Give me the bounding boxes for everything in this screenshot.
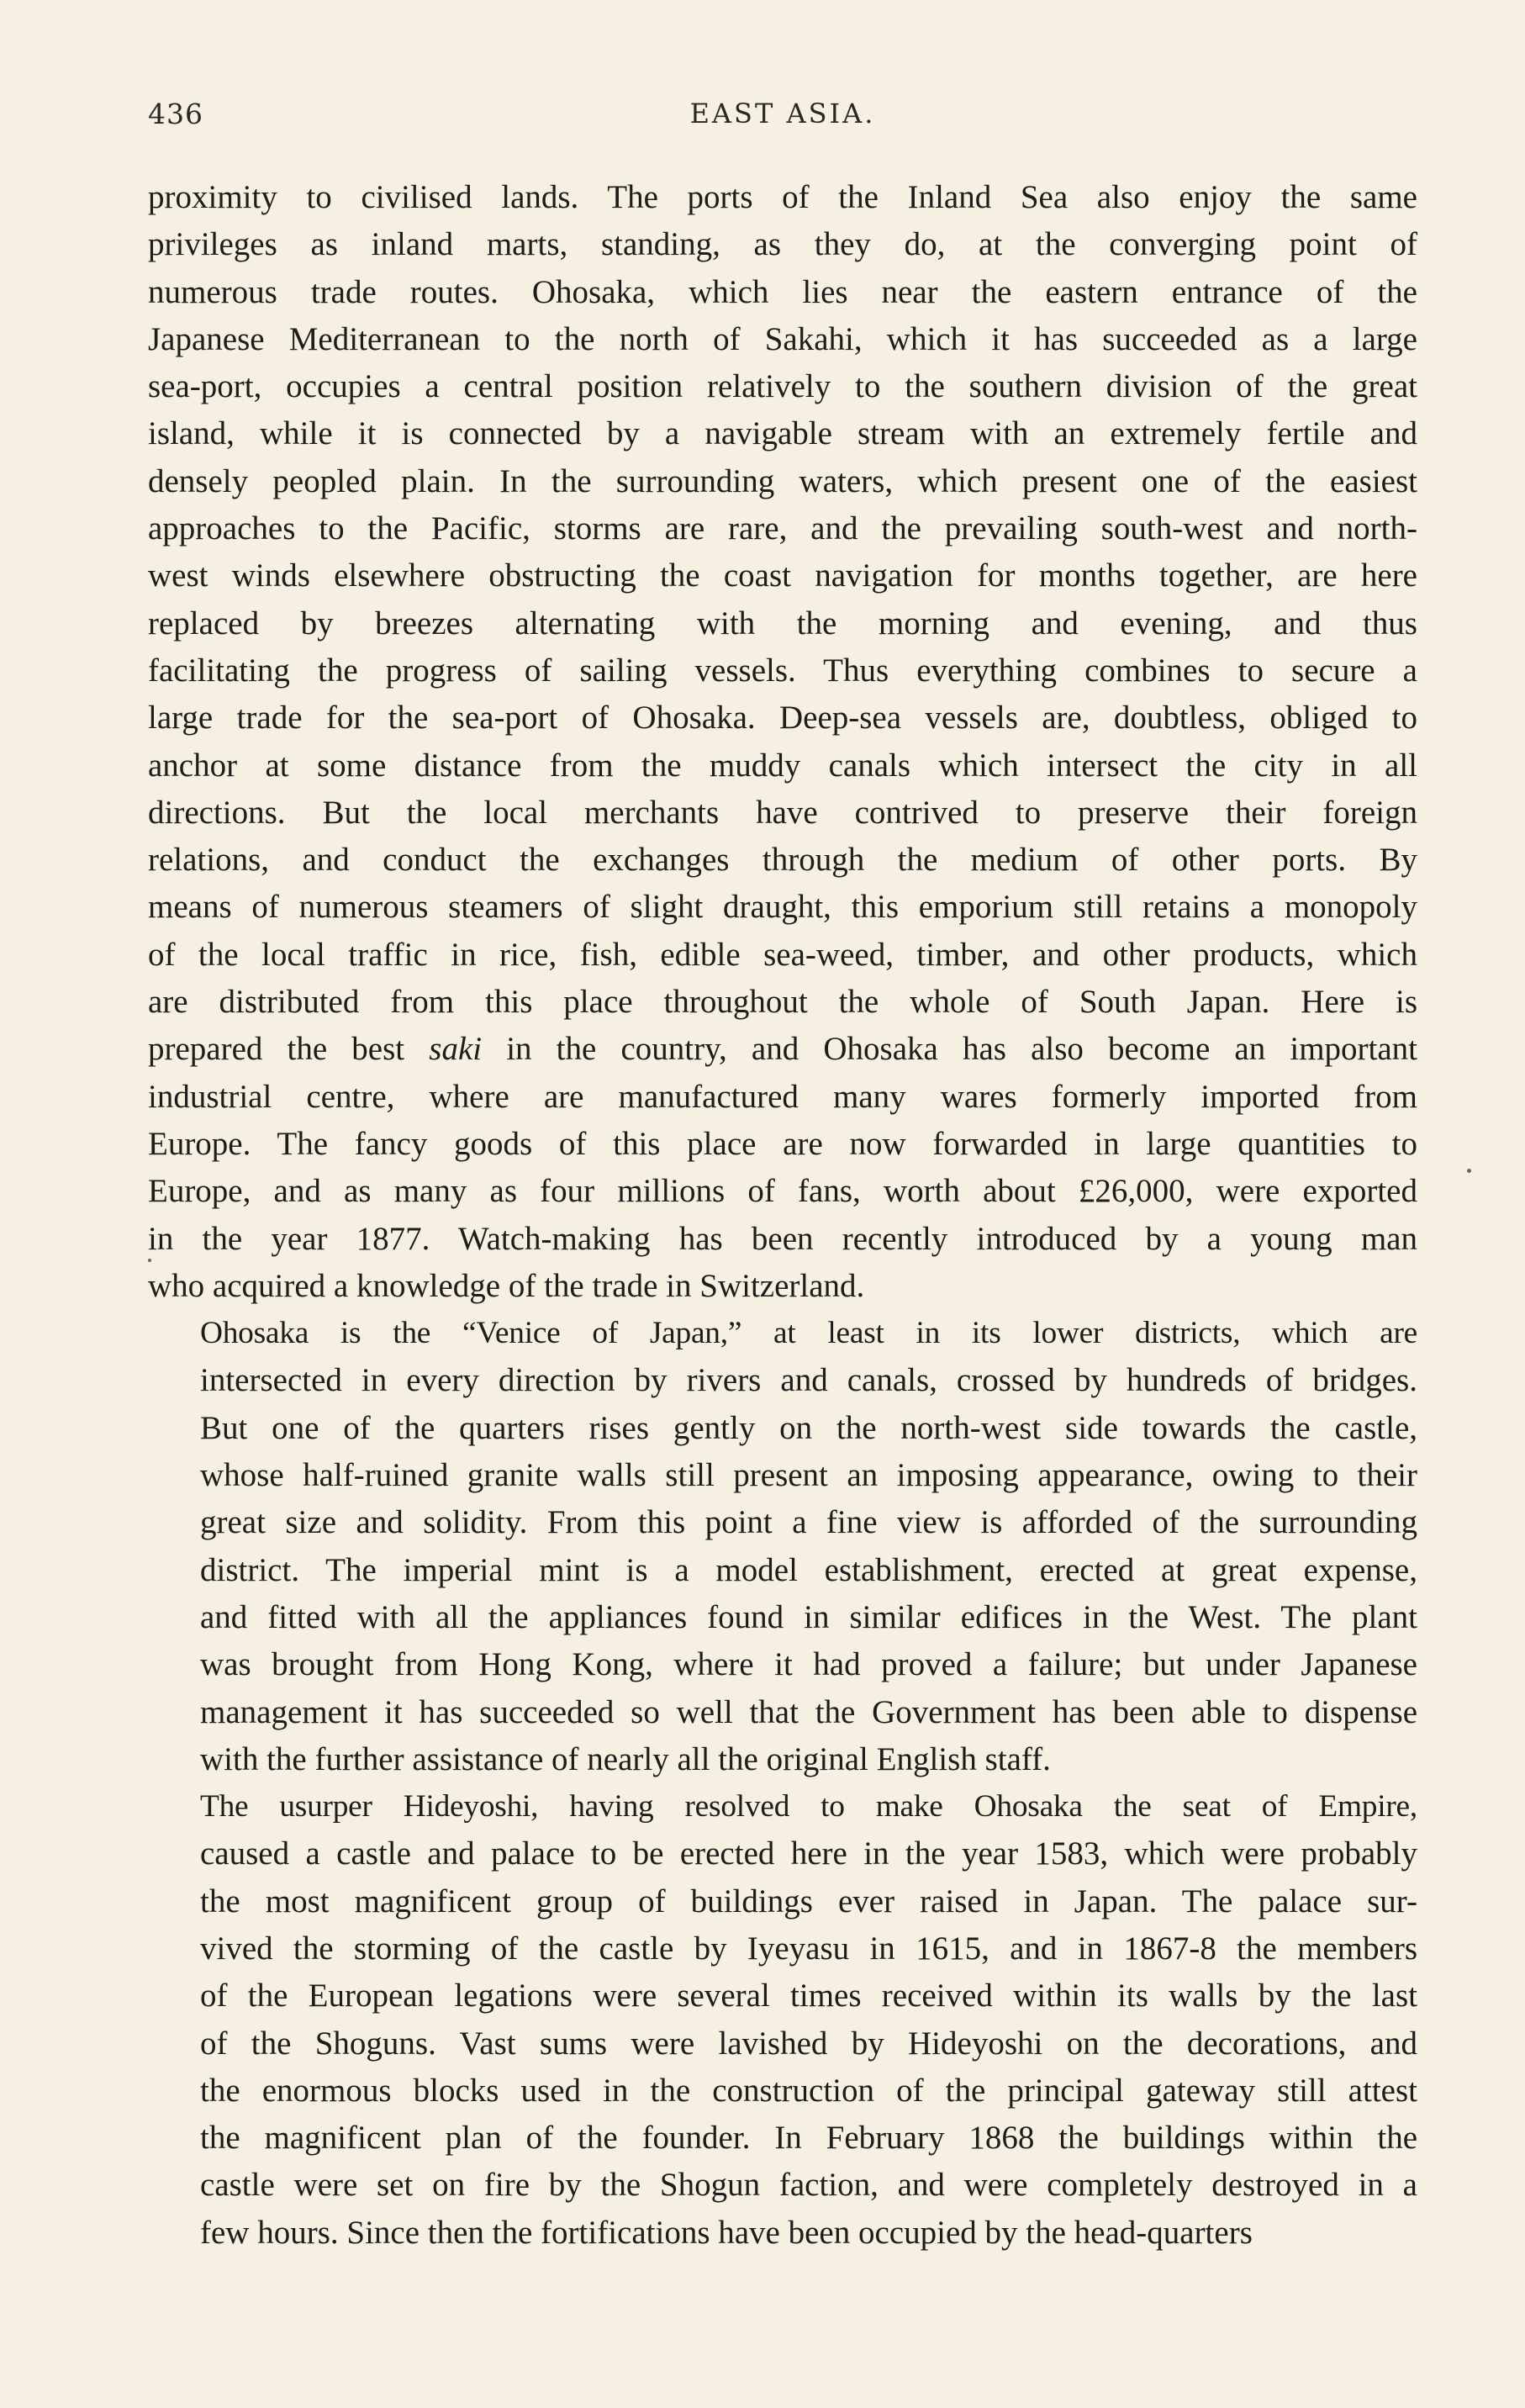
text-line: caused a castle and palace to be erected here in the year 1583, which were probably bbox=[200, 1835, 1417, 1872]
text-line: few hours. Since then the fortifications have been occupied by the head-quarters bbox=[200, 2214, 1253, 2251]
text-line: district. The imperial mint is a model establishment, erected at great expense, bbox=[200, 1551, 1417, 1588]
text-line: in the year 1877. Watch-making has been recently introduced by a young man bbox=[148, 1220, 1417, 1257]
text-line: the most magnificent group of buildings ever raised in Japan. The palace sur- bbox=[200, 1883, 1417, 1920]
text-line: Ohosaka is the “Venice of Japan,” at least in its lower districts, which are bbox=[200, 1316, 1417, 1351]
text-line: Europe, and as many as four millions of fans, worth about £26,000, were exported bbox=[148, 1173, 1417, 1210]
text-line: proximity to civilised lands. The ports of the Inland Sea also enjoy the same bbox=[148, 179, 1417, 215]
paragraph bbox=[148, 174, 1417, 1310]
print-speck bbox=[148, 1259, 151, 1262]
text-line: Europe. The fancy goods of this place are now forwarded in large quantities to bbox=[148, 1125, 1417, 1162]
print-speck bbox=[1467, 1169, 1471, 1173]
text-line: relations, and conduct the exchanges through the medium of other ports. By bbox=[148, 842, 1417, 879]
text-line: industrial centre, where are manufactured many wares formerly imported from bbox=[148, 1078, 1417, 1115]
text-line: the magnificent plan of the founder. In February 1868 the buildings within the bbox=[200, 2120, 1417, 2157]
text-line: sea-port, occupies a central position relatively to the southern division of the great bbox=[148, 368, 1417, 405]
text-line: of the Shoguns. Vast sums were lavished by Hideyoshi on the decorations, and bbox=[200, 2025, 1417, 2062]
text-line: large trade for the sea-port of Ohosaka. Deep-sea vessels are, doubtless, obliged to bbox=[148, 700, 1417, 737]
text-line: of the European legations were several times received within its walls by the last bbox=[200, 1978, 1417, 2015]
running-title: EAST ASIA. bbox=[689, 98, 876, 129]
text-line: castle were set on fire by the Shogun faction, and were completely destroyed in a bbox=[200, 2167, 1417, 2204]
body-text bbox=[148, 174, 1417, 2257]
paragraph bbox=[148, 1783, 1417, 2257]
text-line: of the local traffic in rice, fish, edible sea-weed, timber, and other products, which bbox=[148, 936, 1417, 973]
text-line: numerous trade routes. Ohosaka, which lies near the eastern entrance of the bbox=[148, 273, 1417, 310]
text-line: with the further assistance of nearly all the original English staff. bbox=[200, 1740, 1051, 1777]
text-line: facilitating the progress of sailing vessels. Thus everything combines to secure a bbox=[148, 652, 1417, 689]
text-line: privileges as inland marts, standing, as they do, at the converging point of bbox=[148, 226, 1417, 263]
text-line: prepared the best saki in the country, and Ohosaka has also become an important bbox=[148, 1031, 1417, 1068]
text-line: Japanese Mediterranean to the north of Sakahi, which it has succeeded as a large bbox=[148, 320, 1417, 357]
text-line: west winds elsewhere obstructing the coast navigation for months together, are here bbox=[148, 557, 1417, 594]
text-line: management it has succeeded so well that the Government has been able to dispense bbox=[200, 1693, 1417, 1730]
running-head bbox=[148, 91, 1417, 138]
text-line: island, while it is connected by a navigable stream with an extremely fertile and bbox=[148, 415, 1417, 452]
text-line: whose half-ruined granite walls still present an imposing appearance, owing to their bbox=[200, 1457, 1417, 1494]
text-line: But one of the quarters rises gently on the north-west side towards the castle, bbox=[200, 1409, 1417, 1446]
text-line: directions. But the local merchants have contrived to preserve their foreign bbox=[148, 794, 1417, 831]
page-number: 436 bbox=[148, 98, 203, 130]
text-line: approaches to the Pacific, storms are rare, and the prevailing south-west and north- bbox=[148, 510, 1417, 547]
paragraph bbox=[148, 1310, 1417, 1783]
text-line: intersected in every direction by rivers and canals, crossed by hundreds of bridges. bbox=[200, 1362, 1417, 1399]
text-line: replaced by breezes alternating with the morning and evening, and thus bbox=[148, 605, 1417, 642]
text-line: and fitted with all the appliances found in similar edifices in the West. The plant bbox=[200, 1598, 1417, 1635]
text-line: the enormous blocks used in the construction of the principal gateway still attest bbox=[200, 2072, 1417, 2109]
text-line: anchor at some distance from the muddy canals which intersect the city in all bbox=[148, 747, 1417, 784]
italic-term: saki bbox=[429, 1031, 483, 1068]
text-line: who acquired a knowledge of the trade in Switzerland. bbox=[148, 1267, 865, 1304]
text-line: densely peopled plain. In the surrounding waters, which present one of the easiest bbox=[148, 462, 1417, 499]
text-line: great size and solidity. From this point a fine view is afforded of the surrounding bbox=[200, 1504, 1417, 1541]
text-line: The usurper Hideyoshi, having resolved to make Ohosaka the seat of Empire, bbox=[200, 1789, 1417, 1824]
text-line: means of numerous steamers of slight draught, this emporium still retains a monopoly bbox=[148, 889, 1417, 926]
text-line: was brought from Hong Kong, where it had proved a failure; but under Japanese bbox=[200, 1646, 1417, 1683]
text-line: are distributed from this place throughout the whole of South Japan. Here is bbox=[148, 984, 1417, 1021]
text-line: vived the storming of the castle by Iyeyasu in 1615, and in 1867-8 the members bbox=[200, 1930, 1417, 1967]
